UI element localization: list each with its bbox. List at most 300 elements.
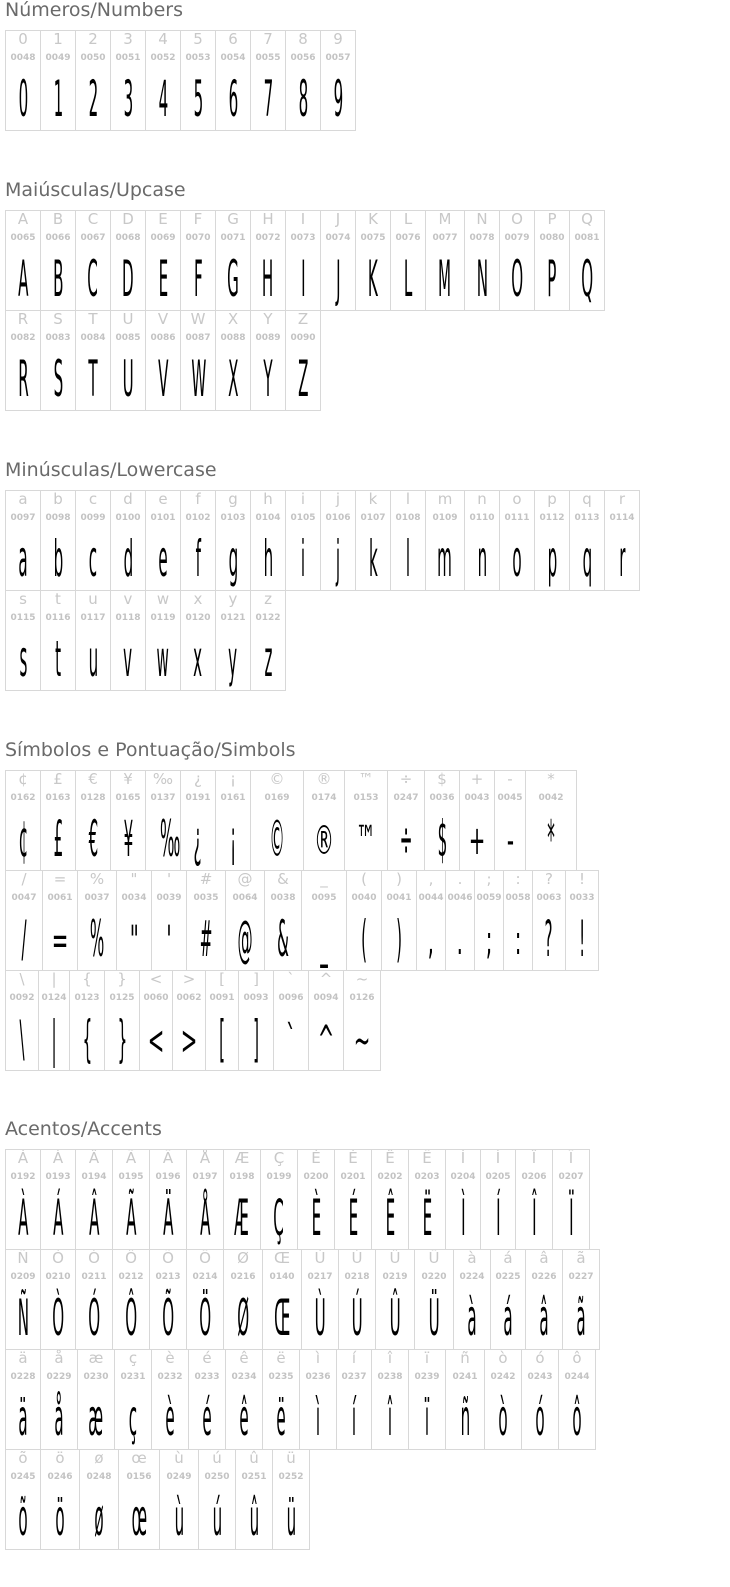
character-label: P — [547, 210, 557, 228]
glyph-sample: Ï — [568, 1189, 574, 1248]
character-label: _ — [320, 870, 328, 888]
glyph-cell — [145, 490, 181, 591]
character-code: 0196 — [155, 1172, 181, 1182]
glyph-cell — [416, 870, 446, 971]
glyph-cell — [414, 1249, 454, 1350]
glyph-sample: I — [300, 250, 306, 309]
character-code: 0116 — [45, 613, 71, 623]
glyph-preview — [78, 910, 116, 969]
character-code: 0091 — [209, 993, 235, 1003]
glyph-preview — [187, 1189, 223, 1248]
glyph-cell — [5, 310, 41, 411]
glyph-sample: S — [53, 350, 63, 409]
glyph-preview — [570, 530, 604, 589]
glyph-cell — [343, 970, 381, 1071]
character-label: : — [515, 870, 521, 888]
glyph-sample: K — [368, 250, 378, 309]
character-label: ¿ — [194, 770, 202, 788]
character-code: 0063 — [536, 893, 562, 903]
glyph-cell — [5, 1349, 41, 1450]
glyph-preview — [146, 350, 180, 409]
glyph-cell — [40, 210, 76, 311]
character-label: f — [195, 490, 201, 508]
glyph-cell — [215, 310, 251, 411]
character-label: @ — [237, 870, 253, 888]
glyph-cell — [215, 770, 251, 871]
glyph-sample: ~ — [353, 1018, 371, 1064]
character-label: 3 — [123, 30, 133, 48]
glyph-sample: z — [264, 630, 272, 689]
glyph-cell — [5, 1149, 41, 1250]
character-label: Y — [263, 310, 273, 328]
glyph-sample: E — [158, 250, 168, 309]
section-title: Símbolos e Pontuação/Simbols — [5, 739, 296, 761]
character-label: ú — [212, 1449, 222, 1467]
glyph-sample: ; — [485, 918, 493, 964]
glyph-sample: à — [467, 1289, 477, 1348]
glyph-cell — [387, 770, 425, 871]
glyph-sample: 9 — [333, 70, 343, 129]
character-label: ‰ — [152, 770, 174, 788]
glyph-preview — [286, 350, 320, 409]
glyph-sample: Í — [495, 1189, 501, 1248]
glyph-cell — [262, 1249, 302, 1350]
glyph-preview — [6, 910, 42, 969]
glyph-cell — [250, 210, 286, 311]
glyph-preview — [522, 1389, 558, 1448]
glyph-preview — [146, 530, 180, 589]
glyph-preview — [300, 1389, 336, 1448]
glyph-sample: Ã — [125, 1189, 137, 1248]
glyph-preview — [446, 1389, 484, 1448]
character-code: 0106 — [325, 513, 351, 523]
glyph-cell — [552, 1149, 590, 1250]
glyph-cell — [235, 1449, 273, 1550]
glyph-preview — [345, 815, 387, 867]
character-label: h — [263, 490, 273, 508]
glyph-preview — [372, 1389, 408, 1448]
character-code: 0124 — [41, 993, 67, 1003]
character-code: 0212 — [118, 1272, 144, 1282]
character-code: 0126 — [349, 993, 375, 1003]
glyph-preview — [321, 70, 355, 129]
glyph-preview — [111, 530, 145, 589]
glyph-sample: * — [547, 810, 555, 869]
glyph-cell — [118, 1449, 160, 1550]
glyph-cell — [5, 970, 39, 1071]
character-label: ^ — [319, 970, 333, 988]
glyph-cell — [159, 1449, 199, 1550]
character-label: ; — [486, 870, 492, 888]
glyph-cell — [75, 770, 111, 871]
glyph-sample: É — [348, 1189, 358, 1248]
glyph-sample: C — [87, 250, 99, 309]
character-label: Á — [52, 1149, 64, 1167]
character-code: 0192 — [10, 1172, 36, 1182]
character-label: ~ — [355, 970, 369, 988]
glyph-sample: ¥ — [123, 810, 133, 869]
glyph-sample: r — [618, 530, 626, 589]
glyph-cell — [490, 1249, 526, 1350]
glyph-sample: v — [123, 630, 133, 689]
character-label: o — [512, 490, 522, 508]
character-label: U — [122, 310, 134, 328]
glyph-sample: 5 — [193, 70, 203, 129]
glyph-cell — [40, 1249, 76, 1350]
character-label: á — [503, 1249, 513, 1267]
glyph-preview — [356, 530, 390, 589]
character-code: 0100 — [115, 513, 141, 523]
glyph-row — [5, 310, 725, 410]
character-label: ? — [545, 870, 553, 888]
character-label: Ç — [273, 1149, 285, 1167]
character-code: 0165 — [115, 793, 141, 803]
glyph-cell — [390, 490, 426, 591]
glyph-sample: & — [277, 910, 289, 969]
character-code: 0075 — [360, 233, 386, 243]
glyph-cell — [297, 1149, 335, 1250]
glyph-preview — [111, 810, 145, 869]
glyph-cell — [40, 1449, 80, 1550]
glyph-preview — [181, 530, 215, 589]
glyph-cell — [344, 770, 388, 871]
glyph-preview — [504, 915, 532, 967]
character-label: ã — [576, 1249, 586, 1267]
glyph-cell — [336, 1349, 372, 1450]
glyph-cell — [198, 1449, 236, 1550]
glyph-cell — [320, 490, 356, 591]
glyph-sample: o — [512, 530, 522, 589]
character-label: È — [311, 1149, 321, 1167]
glyph-cell — [534, 490, 570, 591]
glyph-preview — [6, 630, 40, 689]
glyph-cell — [186, 1149, 224, 1250]
glyph-preview — [302, 1289, 338, 1348]
glyph-cell — [285, 310, 321, 411]
character-label: ÷ — [399, 770, 413, 788]
character-code: 0217 — [307, 1272, 333, 1282]
character-code: 0101 — [150, 513, 176, 523]
character-code: 0098 — [45, 513, 71, 523]
glyph-cell — [499, 210, 535, 311]
glyph-cell — [77, 870, 117, 971]
character-code: 0043 — [464, 793, 490, 803]
glyph-sample: Å — [199, 1189, 211, 1248]
character-label: } — [117, 970, 127, 988]
glyph-preview — [226, 910, 264, 969]
character-label: ¥ — [123, 770, 133, 788]
glyph-preview — [605, 530, 639, 589]
glyph-grid — [5, 210, 725, 410]
glyph-cell — [40, 30, 76, 131]
glyph-cell — [69, 970, 105, 1071]
glyph-cell — [40, 310, 76, 411]
glyph-sample: ` — [286, 1018, 296, 1064]
character-code: 0231 — [120, 1372, 146, 1382]
character-label: É — [348, 1149, 358, 1167]
glyph-sample: G — [227, 250, 239, 309]
character-code: 0042 — [538, 793, 564, 803]
character-label: * — [547, 770, 555, 788]
glyph-cell — [371, 1149, 409, 1250]
glyph-sample: R — [17, 350, 29, 409]
glyph-sample: b — [53, 530, 63, 589]
glyph-sample: è — [165, 1389, 175, 1448]
glyph-cell — [223, 1249, 263, 1350]
character-label: u — [88, 590, 98, 608]
character-code: 0060 — [143, 993, 169, 1003]
character-code: 0214 — [192, 1272, 218, 1282]
glyph-cell — [445, 1349, 485, 1450]
character-code: 0246 — [47, 1472, 73, 1482]
glyph-sample: e — [158, 530, 168, 589]
glyph-sample: ô — [572, 1389, 582, 1448]
glyph-sample: m — [437, 530, 453, 589]
glyph-preview — [70, 1010, 104, 1069]
glyph-cell — [355, 210, 391, 311]
character-label: € — [88, 770, 98, 788]
glyph-sample: V — [157, 350, 169, 409]
glyph-cell — [250, 590, 286, 691]
glyph-cell — [301, 1249, 339, 1350]
glyph-cell — [459, 770, 495, 871]
character-code: 0047 — [11, 893, 37, 903]
glyph-preview — [146, 810, 181, 869]
glyph-sample: y — [228, 630, 238, 689]
character-label: W — [190, 310, 206, 328]
glyph-cell — [215, 590, 251, 691]
character-code: 0243 — [527, 1372, 553, 1382]
glyph-cell — [408, 1149, 446, 1250]
glyph-sample: s — [19, 630, 27, 689]
glyph-sample: Ò — [52, 1289, 64, 1348]
character-code: 0068 — [115, 233, 141, 243]
character-label: 4 — [158, 30, 168, 48]
glyph-sample: Ê — [385, 1189, 395, 1248]
character-code: 0111 — [504, 513, 530, 523]
glyph-sample: 6 — [228, 70, 238, 129]
character-label: ` — [287, 970, 295, 988]
glyph-preview — [41, 630, 75, 689]
glyph-preview — [239, 1010, 273, 1069]
character-code: 0070 — [185, 233, 211, 243]
glyph-cell — [381, 870, 417, 971]
glyph-preview — [216, 350, 250, 409]
glyph-sample: 0 — [18, 70, 28, 129]
glyph-cell — [558, 1349, 596, 1450]
glyph-sample: % — [89, 910, 105, 969]
glyph-preview — [206, 1010, 238, 1069]
character-label: ® — [316, 770, 332, 788]
glyph-preview — [261, 1189, 297, 1248]
glyph-preview — [76, 1289, 112, 1348]
glyph-cell — [532, 870, 566, 971]
glyph-preview — [6, 1010, 38, 1069]
glyph-sample: ù — [174, 1489, 184, 1548]
character-code: 0082 — [10, 333, 36, 343]
glyph-sample: t — [55, 630, 61, 689]
glyph-sample: ‰ — [160, 810, 181, 869]
character-label: " — [130, 870, 138, 888]
glyph-sample: g — [228, 530, 238, 589]
glyph-sample: O — [511, 250, 523, 309]
character-code: 0044 — [418, 893, 444, 903]
character-code: 0216 — [230, 1272, 256, 1282]
glyph-cell — [215, 210, 251, 311]
character-code: 0096 — [278, 993, 304, 1003]
character-code: 0086 — [150, 333, 176, 343]
glyph-preview — [115, 1389, 151, 1448]
character-label: 0 — [18, 30, 28, 48]
glyph-preview — [495, 815, 525, 867]
character-label: . — [457, 870, 463, 888]
character-code: 0072 — [255, 233, 281, 243]
character-code: 0078 — [469, 233, 495, 243]
glyph-sample: Z — [297, 350, 309, 409]
character-code: 0104 — [255, 513, 281, 523]
glyph-sample: ê — [239, 1389, 249, 1448]
character-code: 0115 — [10, 613, 36, 623]
glyph-cell — [104, 970, 140, 1071]
glyph-sample: é — [202, 1389, 212, 1448]
character-code: 0059 — [476, 893, 502, 903]
character-code: 0038 — [270, 893, 296, 903]
glyph-sample: , — [427, 918, 435, 964]
glyph-preview — [181, 630, 215, 689]
glyph-preview — [152, 915, 186, 967]
character-code: 0169 — [264, 793, 290, 803]
glyph-sample: ? — [544, 910, 554, 969]
glyph-cell — [110, 210, 146, 311]
character-code: 0077 — [432, 233, 458, 243]
glyph-sample: ÷ — [399, 810, 413, 869]
glyph-sample: Ü — [428, 1289, 440, 1348]
glyph-sample: k — [368, 530, 378, 589]
glyph-cell — [264, 870, 302, 971]
character-code: 0040 — [351, 893, 377, 903]
glyph-cell — [5, 30, 41, 131]
glyph-row — [5, 210, 725, 310]
character-code: 0242 — [490, 1372, 516, 1382]
glyph-sample: ( — [361, 910, 367, 969]
glyph-preview — [119, 1489, 159, 1548]
character-label: Õ — [162, 1249, 174, 1267]
character-label: ë — [276, 1349, 286, 1367]
character-code: 0083 — [45, 333, 71, 343]
glyph-cell — [116, 870, 152, 971]
character-label: \ — [19, 970, 25, 988]
section-upcase — [5, 179, 725, 409]
character-code: 0232 — [157, 1372, 183, 1382]
character-label: ' — [166, 870, 172, 888]
character-code: 0191 — [185, 793, 211, 803]
glyph-cell — [285, 490, 321, 591]
character-code: 0041 — [386, 893, 412, 903]
character-code: 0085 — [115, 333, 141, 343]
character-code: 0112 — [539, 513, 565, 523]
glyph-preview — [321, 530, 355, 589]
character-code: 0220 — [421, 1272, 447, 1282]
glyph-preview — [251, 530, 285, 589]
glyph-preview — [6, 1289, 40, 1348]
character-code: 0250 — [204, 1472, 230, 1482]
glyph-preview — [6, 530, 40, 589]
character-code: 0247 — [393, 793, 419, 803]
glyph-grid — [5, 1149, 725, 1549]
glyph-preview — [302, 910, 346, 969]
glyph-sample: = — [51, 918, 69, 964]
character-code: 0234 — [231, 1372, 257, 1382]
character-label: g — [228, 490, 238, 508]
character-code: 0052 — [150, 53, 176, 63]
glyph-cell — [5, 870, 43, 971]
character-code: 0236 — [305, 1372, 331, 1382]
character-label: k — [368, 490, 378, 508]
glyph-cell — [494, 770, 526, 871]
glyph-preview — [251, 70, 285, 129]
character-label: ï — [424, 1349, 430, 1367]
glyph-cell — [40, 490, 76, 591]
character-code: 0046 — [447, 893, 473, 903]
glyph-preview — [6, 250, 40, 309]
glyph-cell — [77, 1349, 115, 1450]
glyph-sample: Ä — [162, 1189, 174, 1248]
glyph-cell — [299, 1349, 337, 1450]
glyph-preview — [344, 1015, 380, 1067]
character-label: ö — [55, 1449, 65, 1467]
character-code: 0105 — [290, 513, 316, 523]
character-code: 0093 — [243, 993, 269, 1003]
glyph-cell — [260, 1149, 298, 1250]
glyph-sample: ò — [498, 1389, 508, 1448]
character-code: 0161 — [220, 793, 246, 803]
section-numbers — [5, 0, 725, 129]
character-code: 0118 — [115, 613, 141, 623]
character-code: 0211 — [81, 1272, 107, 1282]
glyph-cell — [225, 1349, 263, 1450]
glyph-cell — [145, 770, 181, 871]
character-code: 0087 — [185, 333, 211, 343]
glyph-cell — [110, 310, 146, 411]
character-label: ñ — [460, 1349, 470, 1367]
glyph-preview — [251, 250, 285, 309]
glyph-preview — [251, 350, 285, 409]
glyph-sample: û — [249, 1489, 259, 1548]
glyph-sample: £ — [53, 810, 63, 869]
glyph-sample: h — [263, 530, 273, 589]
character-code: 0090 — [290, 333, 316, 343]
glyph-preview — [304, 815, 344, 867]
character-label: Â — [88, 1149, 100, 1167]
glyph-sample: L — [403, 250, 413, 309]
glyph-row — [5, 590, 725, 690]
character-code: 0122 — [255, 613, 281, 623]
glyph-sample: d — [123, 530, 133, 589]
glyph-preview — [6, 70, 40, 129]
character-label: Ò — [52, 1249, 64, 1267]
character-label: À — [17, 1149, 29, 1167]
character-code: 0228 — [10, 1372, 36, 1382]
glyph-sample: ñ — [460, 1389, 470, 1448]
glyph-cell — [114, 1349, 152, 1450]
glyph-sample: ó — [535, 1389, 545, 1448]
character-code: 0153 — [353, 793, 379, 803]
character-code: 0062 — [176, 993, 202, 1003]
glyph-preview — [535, 530, 569, 589]
glyph-sample: Ù — [314, 1289, 326, 1348]
glyph-row — [5, 1349, 725, 1449]
character-code: 0037 — [84, 893, 110, 903]
